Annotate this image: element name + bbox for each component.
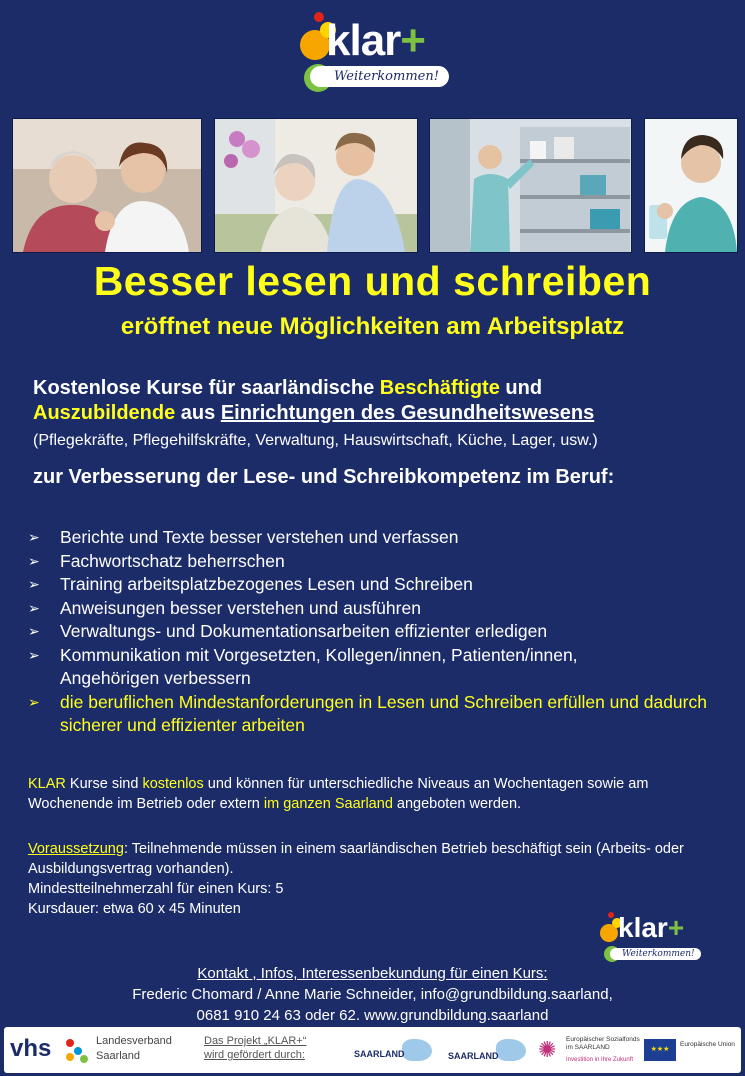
ministry-logo-2 (444, 1033, 530, 1067)
list-item: ➢ Training arbeitsplatzbezogenes Lesen und Schreiben (28, 573, 728, 597)
logo-wordmark: klar+ (326, 16, 425, 65)
list-item: ➢ Anweisungen besser verstehen und ausführen (28, 597, 728, 621)
esf-line: im SAARLAND (566, 1044, 610, 1051)
arrow-bullet-icon: ➢ (28, 646, 40, 663)
arrow-bullet-icon: ➢ (28, 693, 40, 710)
arrow-bullet-icon: ➢ (28, 552, 40, 569)
saarland-highlight: im ganzen Saarland (263, 796, 393, 812)
eu-label: Europäische Union (680, 1041, 735, 1048)
logo-slogan: Weiterkommen! (610, 948, 701, 960)
vhs-logo (10, 1033, 190, 1067)
esf-logo (538, 1033, 638, 1067)
contact-line: Frederic Chomard / Anne Marie Schneider, info@grundbildung.saarland, (132, 986, 613, 1003)
intro-subline: zur Verbesserung der Lese- und Schreibkompetenz im Beruf: (33, 466, 615, 488)
eu-logo (644, 1033, 736, 1067)
logo-dot-red (314, 12, 324, 22)
vhs-dot (66, 1053, 74, 1061)
target-groups: (Pflegekräfte, Pflegehilfskräfte, Verwaltung, Hauswirtschaft, Küche, Lager, usw.) (33, 432, 598, 449)
klar-logo-top (296, 8, 476, 103)
arrow-bullet-icon: ➢ (28, 623, 40, 639)
vhs-line: Saarland (96, 1050, 141, 1062)
ministry-label: SAARLAND (354, 1049, 405, 1059)
photo-male-nurse (644, 118, 738, 253)
arrow-bullet-icon: ➢ (28, 576, 40, 592)
vhs-wordmark: vhs (10, 1035, 52, 1062)
klar-label: KLAR (28, 776, 66, 792)
project-funding-note (204, 1034, 334, 1068)
requirements (28, 839, 728, 919)
esf-star-icon: ✺ (538, 1037, 557, 1062)
headline: Besser lesen und schreiben (93, 258, 652, 304)
free-highlight: kostenlos (142, 776, 204, 792)
photo-caregiver-senior-couch (214, 118, 418, 253)
intro-text (33, 376, 733, 426)
list-item-highlight: ➢ die beruflichen Mindestanforderungen in Lesen und Schreiben erfüllen und dadurch sicherer und effizienter arbeiten (28, 691, 707, 735)
course-duration: Kursdauer: etwa 60 x 45 Minuten (28, 901, 241, 917)
requirements-label: Voraussetzung (28, 841, 124, 857)
contact-title: Kontakt , Infos, Interessenbekundung für einen Kurs: (197, 965, 548, 982)
min-participants: Mindestteilnehmerzahl für einen Kurs: 5 (28, 881, 284, 897)
vhs-dot (80, 1055, 88, 1063)
sponsor-footer (4, 1027, 741, 1073)
ministry-label: SAARLAND (448, 1051, 499, 1061)
vhs-dot (66, 1039, 74, 1047)
arrow-bullet-icon: ➢ (28, 599, 40, 616)
arrow-bullet-icon: ➢ (28, 529, 40, 545)
intro-part2: und (499, 377, 543, 399)
goals-list (28, 526, 728, 738)
photo-nurse-storage-room (429, 118, 632, 253)
info-text: und können für unterschiedliche Niveaus an Wochentagen sowie am Wochenende im Betrieb oder extern (28, 776, 649, 812)
requirements-text: : Teilnehmende müssen in einem saarländischen Betrieb beschäftigt sein (Arbeits- oder Ausbildungsvertrag vorhanden). (28, 841, 684, 877)
photo-caregiver-elderly-woman (12, 118, 202, 253)
intro-highlight-trainees: Auszubildende (33, 402, 176, 424)
logo-wordmark: klar+ (618, 912, 685, 943)
course-info (28, 774, 728, 814)
project-line: wird gefördert durch: (204, 1049, 305, 1061)
esf-line: Investition in Ihre Zukunft (566, 1057, 634, 1063)
saarland-map-icon (402, 1039, 432, 1061)
info-text: Kurse sind (65, 776, 143, 792)
esf-line: Europäischer Sozialfonds (566, 1036, 640, 1043)
contact-block (0, 963, 745, 1026)
info-text: angeboten werden. (392, 796, 522, 812)
logo-dot-red (608, 912, 614, 918)
list-item: ➢ Berichte und Texte besser verstehen und verfassen (28, 526, 728, 550)
vhs-line: Landesverband (96, 1035, 172, 1047)
ministry-logo-1 (350, 1033, 436, 1067)
eu-flag-icon: ★★★ (644, 1039, 676, 1061)
saarland-map-icon (496, 1039, 526, 1061)
logo-slogan: Weiterkommen! (310, 66, 449, 87)
intro-part1: Kostenlose Kurse für saarländische (33, 377, 380, 399)
project-line: Das Projekt „KLAR+“ (204, 1035, 307, 1047)
vhs-dot (74, 1047, 82, 1055)
list-item: ➢ Kommunikation mit Vorgesetzten, Kollegen/innen, Patienten/innen, Angehörigen verbessern (28, 644, 578, 688)
subheadline: eröffnet neue Möglichkeiten am Arbeitsplatz (120, 313, 625, 340)
intro-highlight-employees: Beschäftigte (379, 377, 500, 399)
list-item: ➢ Verwaltungs- und Dokumentationsarbeiten effizienter erledigen (28, 620, 728, 644)
contact-line: 0681 910 24 63 oder 62. www.grundbildung.saarland (196, 1007, 549, 1024)
intro-part3: aus (175, 402, 221, 424)
list-item: ➢ Fachwortschatz beherrschen (28, 550, 728, 574)
intro-health-institutions: Einrichtungen des Gesundheitswesens (220, 402, 595, 424)
